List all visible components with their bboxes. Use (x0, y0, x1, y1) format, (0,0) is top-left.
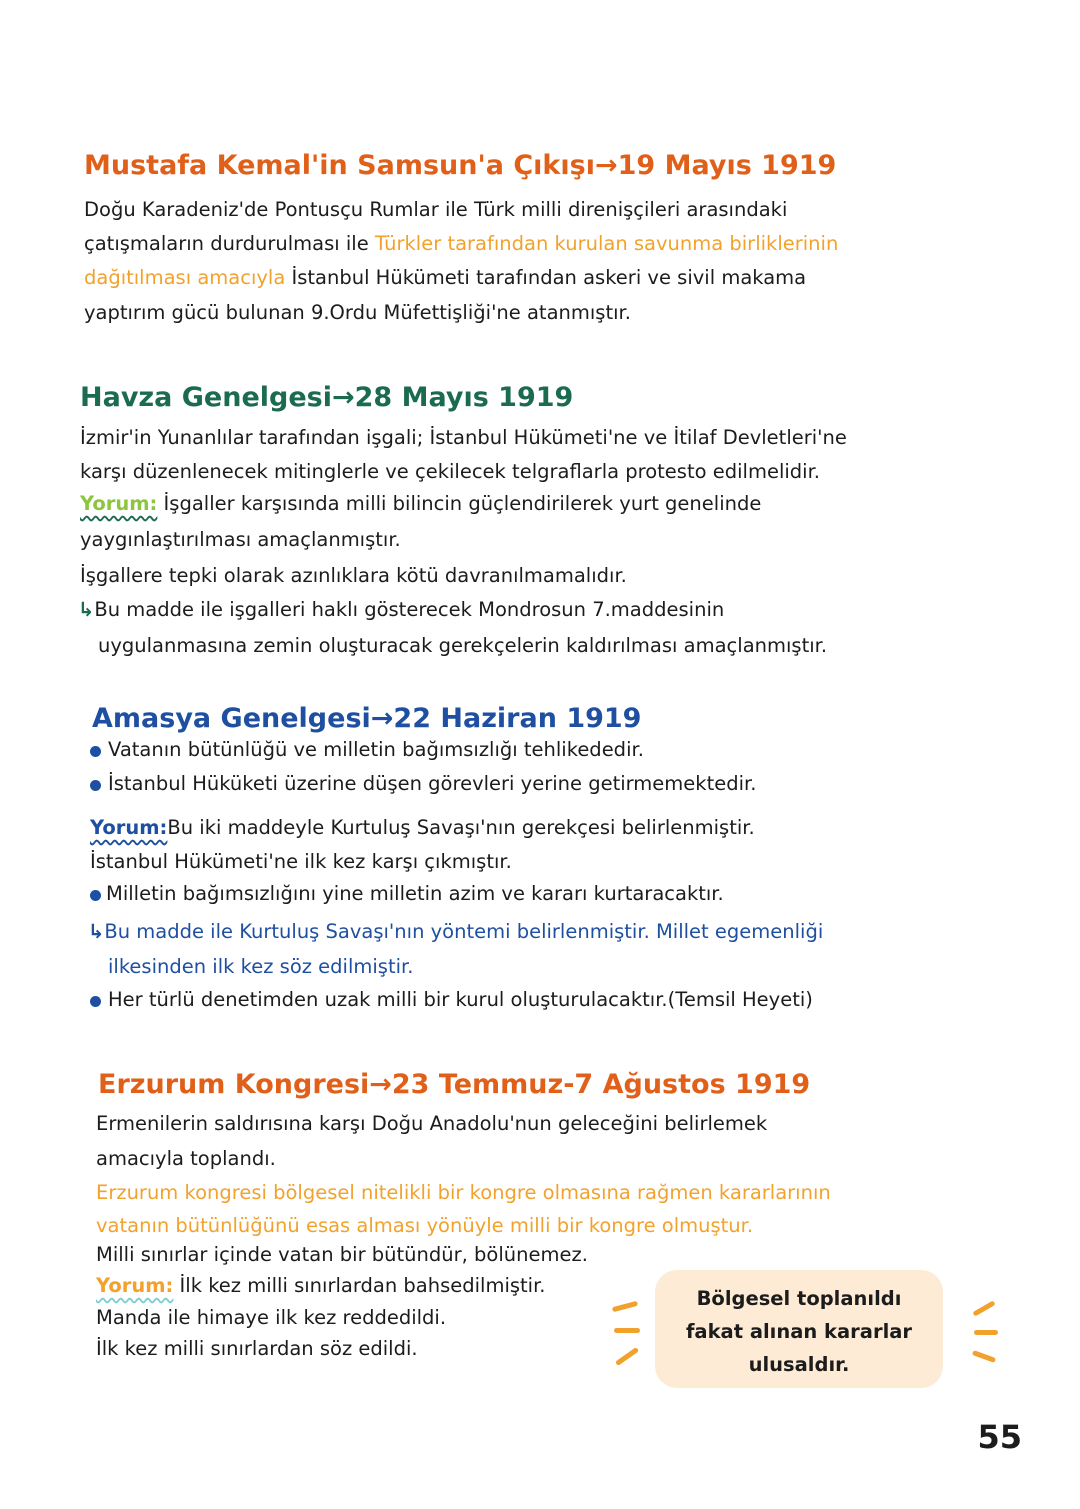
paragraph-line: İzmir'in Yunanlılar tarafından işgali; İstanbul Hükümeti'ne ve İtilaf Devletleri'ne (80, 426, 847, 449)
paragraph-line: ilkesinden ilk kez söz edilmiştir. (108, 955, 414, 978)
note-line: Bölgesel toplanıldı (696, 1287, 902, 1310)
paragraph-line: yaygınlaştırılması amaçlanmıştır. (80, 528, 401, 551)
summary-note (655, 1270, 943, 1388)
page-number: 55 (977, 1418, 1022, 1456)
paragraph-line: İstanbul Hükümeti'ne ilk kez karşı çıkmıştır. (90, 850, 512, 873)
yorum-label: Yorum: (80, 492, 158, 515)
text-span: Bu madde ile Kurtuluş Savaşı'nın yöntemi belirlenmiştir. Millet egemenliği (104, 920, 824, 943)
arrow-icon: → (370, 703, 394, 734)
paragraph-line (88, 922, 823, 942)
highlight-line: Erzurum kongresi bölgesel nitelikli bir kongre olmasına rağmen kararlarının (96, 1181, 831, 1204)
paragraph-line: karşı düzenlenecek mitinglerle ve çekilecek telgraflarla protesto edilmelidir. (80, 460, 821, 483)
bullet-item: Vatanın bütünlüğü ve milletin bağımsızlığı tehlikededir. (108, 738, 644, 761)
highlight-line: vatanın bütünlüğünü esas alması yönüyle milli bir kongre olmuştur. (96, 1214, 754, 1237)
emphasis-mark-icon (614, 1328, 640, 1333)
arrow-icon: → (331, 382, 355, 413)
title-date: 23 Temmuz-7 Ağustos 1919 (391, 1069, 811, 1100)
note-line: fakat alınan kararlar (685, 1320, 913, 1343)
arrow-icon: → (369, 1069, 392, 1100)
title-date: 19 Mayıs 1919 (617, 150, 837, 181)
bullet-icon (90, 780, 101, 791)
highlight-text: Türkler tarafından kurulan savunma birliklerinin (374, 232, 839, 255)
emphasis-mark-icon (974, 1330, 998, 1335)
paragraph-line (84, 234, 838, 254)
paragraph-line (84, 268, 806, 288)
title-text: Havza Genelgesi (80, 382, 332, 413)
paragraph-line (90, 818, 755, 838)
yorum-label: Yorum: (96, 1274, 174, 1297)
section-title-havza (80, 382, 573, 413)
text-span: İşgaller karşısında milli bilincin güçlendirilerek yurt genelinde (157, 492, 762, 515)
paragraph-line (78, 600, 724, 620)
paragraph-line (96, 1276, 546, 1296)
section-title-erzurum (98, 1069, 810, 1100)
text-span: çatışmaların durdurulması ile (84, 232, 375, 255)
note-line: ulusaldır. (748, 1353, 850, 1376)
bullet-item: Milletin bağımsızlığını yine milletin azim ve kararı kurtaracaktır. (106, 882, 724, 905)
paragraph-line: Manda ile himaye ilk kez reddedildi. (96, 1306, 447, 1329)
emphasis-mark-icon (612, 1301, 638, 1313)
bullet-icon (90, 890, 101, 901)
paragraph-line (80, 494, 761, 514)
text-span: Bu madde ile işgalleri haklı gösterecek Mondrosun 7.maddesinin (94, 598, 725, 621)
paragraph-line: Doğu Karadeniz'de Pontusçu Rumlar ile Türk milli direnişçileri arasındaki (84, 198, 788, 221)
paragraph-line: Milli sınırlar içinde vatan bir bütündür, bölünemez. (96, 1243, 588, 1266)
emphasis-mark-icon (972, 1350, 996, 1363)
title-date: 28 Mayıs 1919 (354, 382, 574, 413)
bullet-icon (90, 746, 101, 757)
title-text: Mustafa Kemal'in Samsun'a Çıkışı (84, 150, 595, 181)
paragraph-line: amacıyla toplandı. (96, 1147, 276, 1170)
paragraph-line: İlk kez milli sınırlardan söz edildi. (96, 1337, 418, 1360)
turn-arrow-icon: ↳ (78, 598, 95, 621)
emphasis-mark-icon (615, 1347, 639, 1366)
bullet-item: İstanbul Hüküketi üzerine düşen görevleri yerine getirmemektedir. (108, 772, 757, 795)
paragraph-line: İşgallere tepki olarak azınlıklara kötü davranılmamalıdır. (80, 564, 627, 587)
title-date: 22 Haziran 1919 (393, 703, 642, 734)
bullet-icon (90, 996, 101, 1007)
text-span: İlk kez milli sınırlardan bahsedilmiştir. (173, 1274, 546, 1297)
title-text: Amasya Genelgesi (92, 703, 371, 734)
bullet-item: Her türlü denetimden uzak milli bir kurul oluşturulacaktır.(Temsil Heyeti) (108, 988, 813, 1011)
paragraph-line: uygulanmasına zemin oluşturacak gerekçelerin kaldırılması amaçlanmıştır. (98, 634, 828, 657)
paragraph-line: Ermenilerin saldırısına karşı Doğu Anadolu'nun geleceğini belirlemek (96, 1112, 768, 1135)
text-span: İstanbul Hükümeti tarafından askeri ve sivil makama (285, 266, 807, 289)
turn-arrow-icon: ↳ (88, 920, 105, 943)
yorum-label: Yorum: (90, 816, 168, 839)
paragraph-line: yaptırım gücü bulunan 9.Ordu Müfettişliği'ne atanmıştır. (84, 301, 631, 324)
emphasis-mark-icon (972, 1300, 995, 1316)
text-span: Bu iki maddeyle Kurtuluş Savaşı'nın gerekçesi belirlenmiştir. (167, 816, 755, 839)
section-title-samsun (84, 150, 836, 181)
title-text: Erzurum Kongresi (98, 1069, 370, 1100)
highlight-text: dağıtılması amacıyla (84, 266, 286, 289)
section-title-amasya (92, 703, 641, 734)
arrow-icon: → (594, 150, 618, 181)
